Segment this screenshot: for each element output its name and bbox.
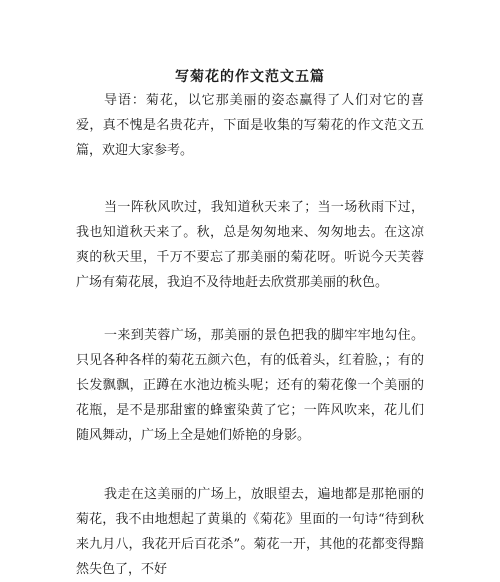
paragraph-poem: 我走在这美丽的广场上，放眼望去，遍地都是那艳丽的菊花，我不由地想起了黄巢的《菊花》里面的一句诗“待到秋来九月八，我花开后百花杀”。菊花一开，其他的花都变得黯然失色了，不好 (76, 487, 424, 577)
paragraph-square: 一来到芙蓉广场，那美丽的景色把我的脚牢牢地勾住。只见各种各样的菊花五颜六色，有的低着头，红着脸，；有的长发飘飘，正蹲在水池边梳头呢；还有的菊花像一个美丽的花瓶，是不是那甜蜜的蜂蜜染黄了它；一阵风吹来，花儿们随风舞动，广场上全是她们娇艳的身影。 (76, 328, 424, 443)
document-title: 写菊花的作文范文五篇 (175, 69, 325, 85)
paragraph-autumn: 当一阵秋风吹过，我知道秋天来了；当一场秋雨下过，我也知道秋天来了。秋，总是匆匆地来、匆匆地去。在这凉爽的秋天里，千万不要忘了那美丽的菊花呀。听说今天芙蓉广场有菊花展，我迫不及待地赶去欣赏那美丽的秋色。 (76, 200, 424, 290)
paragraph-intro: 导语：菊花，以它那美丽的姿态赢得了人们对它的喜爱，真不愧是名贵花卉，下面是收集的写菊花的作文范文五篇，欢迎大家参考。 (76, 93, 424, 158)
